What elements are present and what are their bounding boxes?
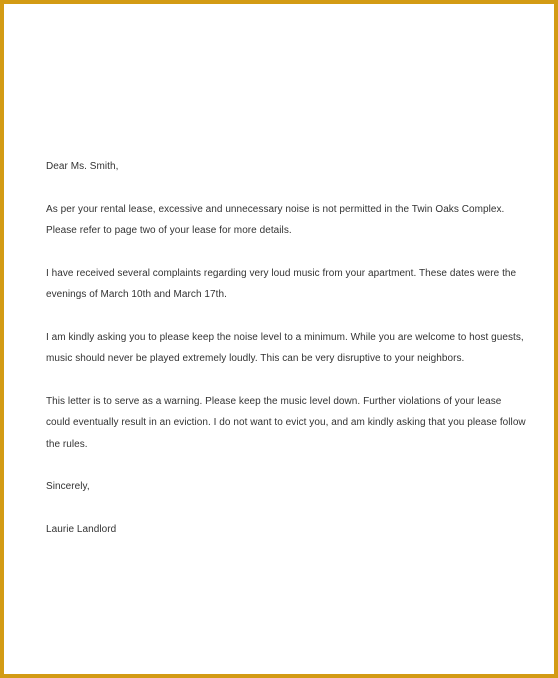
letter-body: [46, 156, 526, 561]
paragraph-1: As per your rental lease, excessive and unnecessary noise is not permitted in the Twin Oaks Complex. Please refer to page two of your lease for more details.: [46, 203, 505, 236]
paragraph-2: I have received several complaints regarding very loud music from your apartment. These dates were the evenings of March 10th and March 17th.: [46, 267, 517, 300]
closing: Sincerely,: [46, 481, 90, 492]
signature: Laurie Landlord: [46, 523, 117, 535]
paragraph-3: I am kindly asking you to please keep the noise level to a minimum. While you are welcome to host guests, music should never be played extremely loudly. This can be very disruptive to your neighbors.: [46, 331, 524, 364]
paragraph-4: This letter is to serve as a warning. Please keep the music level down. Further violations of your lease could eventually result in an eviction. I do not want to evict you, and am kindly asking that you please follow the rules.: [46, 395, 526, 450]
salutation: Dear Ms. Smith,: [46, 161, 119, 172]
